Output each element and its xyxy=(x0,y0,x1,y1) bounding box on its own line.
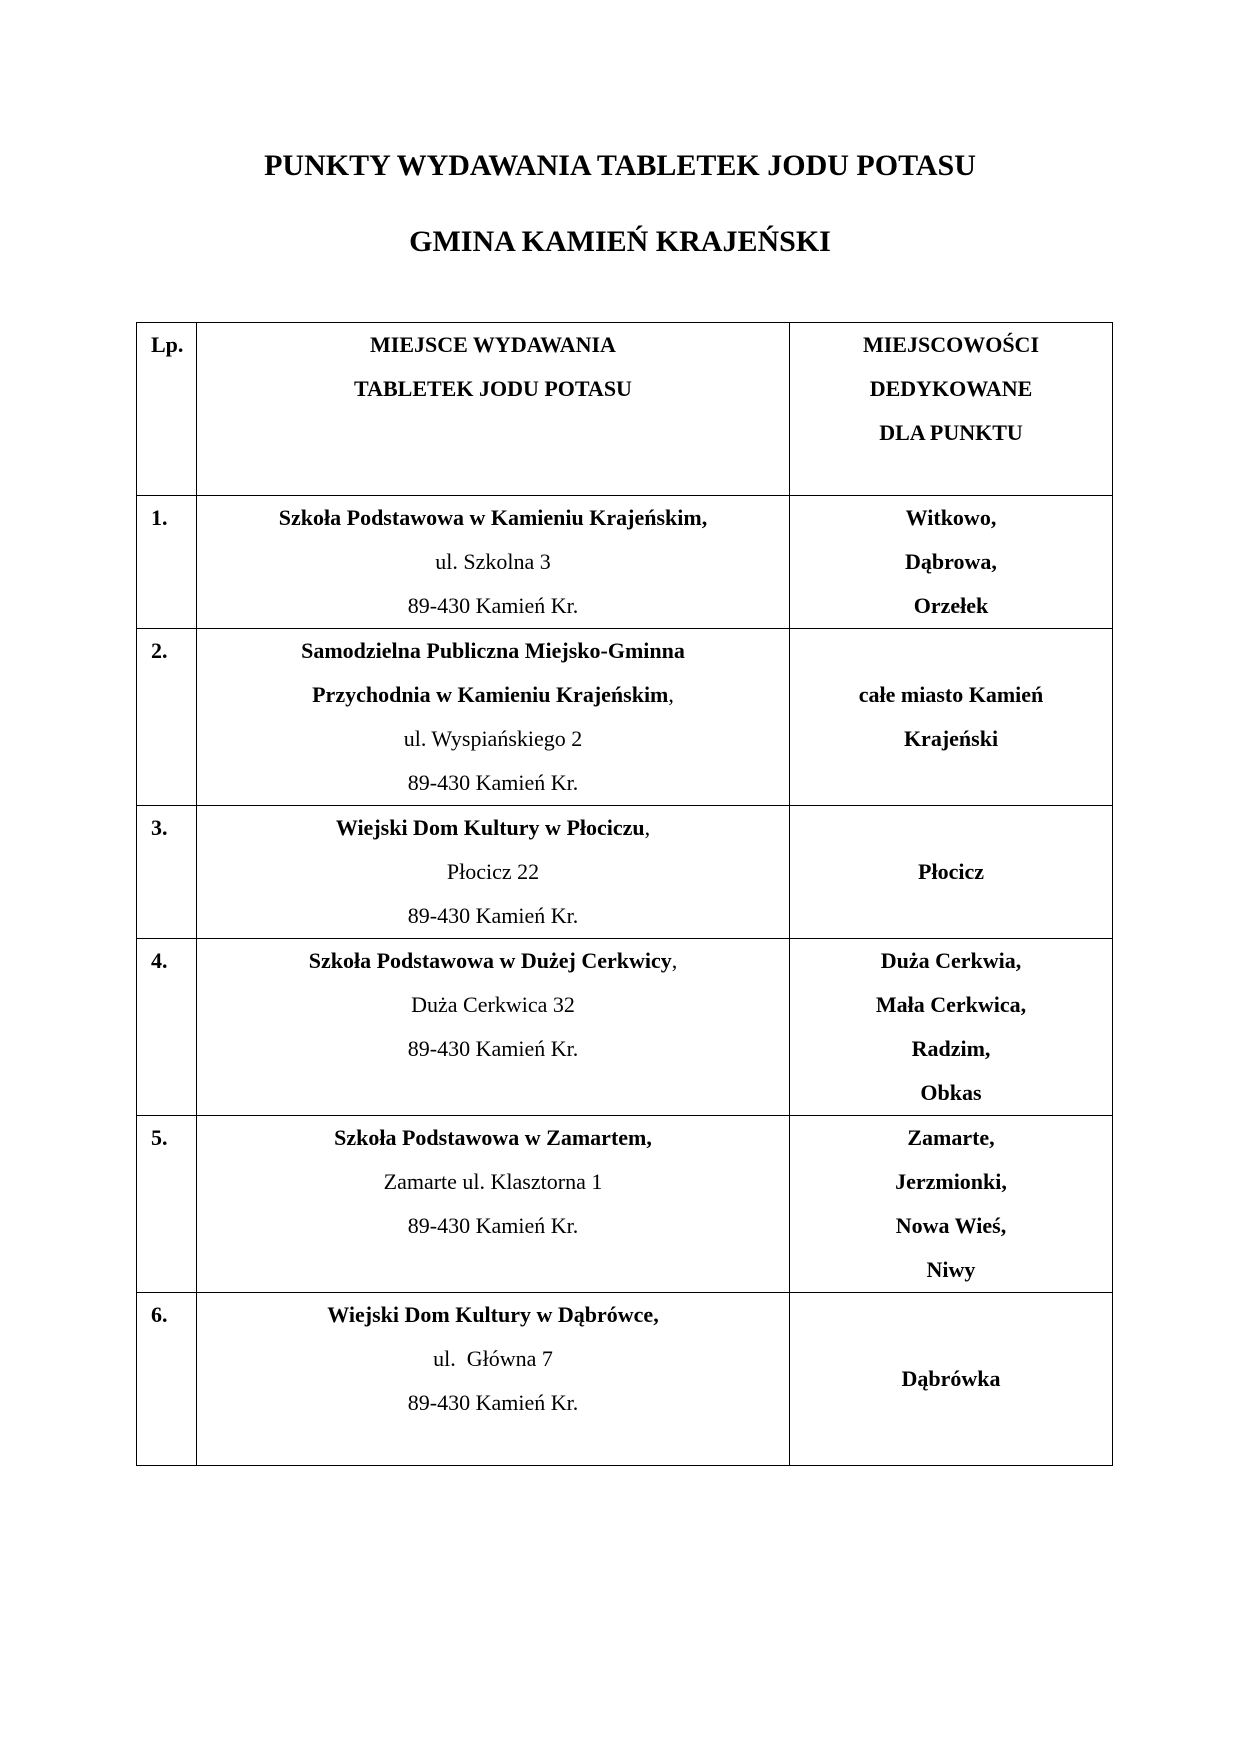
town: Duża Cerkwia, xyxy=(880,948,1022,973)
place-name-comma: , xyxy=(644,815,651,840)
place-address: ul. Główna 7 xyxy=(433,1346,553,1371)
place-postcode: 89-430 Kamień Kr. xyxy=(407,770,579,795)
table-row xyxy=(137,806,1113,939)
table-header-row xyxy=(137,323,1113,496)
document-title: PUNKTY WYDAWANIA TABLETEK JODU POTASU xyxy=(264,149,976,182)
place-name-line xyxy=(197,673,789,717)
place-address: ul. Wyspiańskiego 2 xyxy=(403,726,583,751)
town: Witkowo, xyxy=(905,505,997,530)
row-number: 4. xyxy=(137,939,197,1116)
row-number: 1. xyxy=(137,496,197,629)
header-place-line: TABLETEK JODU POTASU xyxy=(354,376,632,401)
header-towns-line: MIEJSCOWOŚCI xyxy=(862,332,1040,357)
towns-cell xyxy=(790,1293,1113,1466)
towns-cell xyxy=(790,629,1113,806)
table-row xyxy=(137,939,1113,1116)
town: Dąbrówka xyxy=(901,1366,1001,1391)
place-name: Wiejski Dom Kultury w Dąbrówce, xyxy=(327,1302,659,1327)
place-name: Szkoła Podstawowa w Dużej Cerkwicy xyxy=(308,948,672,973)
towns-cell xyxy=(790,496,1113,629)
place-name-comma: , xyxy=(671,948,678,973)
place-name: Przychodnia w Kamieniu Krajeńskim xyxy=(312,682,669,707)
header-place xyxy=(197,323,790,496)
place-address: Płocicz 22 xyxy=(446,859,540,884)
distribution-points-table xyxy=(136,322,1113,1466)
place-name: Szkoła Podstawowa w Zamartem, xyxy=(334,1125,652,1150)
place-postcode: 89-430 Kamień Kr. xyxy=(407,1390,579,1415)
town: Radzim, xyxy=(911,1036,991,1061)
header-towns-line: DEDYKOWANE xyxy=(869,376,1033,401)
place-cell xyxy=(197,1116,790,1293)
town: Dąbrowa, xyxy=(905,549,997,574)
row-number: 3. xyxy=(137,806,197,939)
town: Niwy xyxy=(926,1257,976,1282)
header-towns xyxy=(790,323,1113,496)
row-number: 5. xyxy=(137,1116,197,1293)
town: Obkas xyxy=(920,1080,982,1105)
table-row xyxy=(137,1116,1113,1293)
town: Krajeński xyxy=(903,726,999,751)
table-row xyxy=(137,496,1113,629)
row-number: 2. xyxy=(137,629,197,806)
table-row xyxy=(137,629,1113,806)
header-lp: Lp. xyxy=(137,323,197,496)
place-postcode: 89-430 Kamień Kr. xyxy=(407,903,579,928)
place-cell xyxy=(197,806,790,939)
place-cell xyxy=(197,1293,790,1466)
header-place-line: MIEJSCE WYDAWANIA xyxy=(370,332,616,357)
town: Mała Cerkwica, xyxy=(875,992,1027,1017)
table-row xyxy=(137,1293,1113,1466)
place-postcode: 89-430 Kamień Kr. xyxy=(407,1213,579,1238)
document-subtitle: GMINA KAMIEŃ KRAJEŃSKI xyxy=(409,225,831,258)
town: Zamarte, xyxy=(907,1125,995,1150)
towns-cell xyxy=(790,806,1113,939)
place-address: Zamarte ul. Klasztorna 1 xyxy=(383,1169,603,1194)
town: Jerzmionki, xyxy=(895,1169,1007,1194)
place-address: Duża Cerkwica 32 xyxy=(411,992,575,1017)
place-cell xyxy=(197,629,790,806)
place-name-line xyxy=(197,939,789,983)
towns-cell xyxy=(790,1116,1113,1293)
header-towns-line: DLA PUNKTU xyxy=(879,420,1023,445)
town: Nowa Wieś, xyxy=(895,1213,1007,1238)
place-name: Samodzielna Publiczna Miejsko-Gminna xyxy=(301,638,685,663)
place-name: Wiejski Dom Kultury w Płociczu xyxy=(335,815,645,840)
town: Orzełek xyxy=(913,593,989,618)
town: Płocicz xyxy=(918,859,984,884)
place-cell xyxy=(197,496,790,629)
place-postcode: 89-430 Kamień Kr. xyxy=(407,593,579,618)
place-name-comma: , xyxy=(668,682,674,707)
town: całe miasto Kamień xyxy=(858,682,1044,707)
row-number: 6. xyxy=(137,1293,197,1466)
place-name: Szkoła Podstawowa w Kamieniu Krajeńskim, xyxy=(278,505,708,530)
place-name-line xyxy=(197,806,789,850)
place-address: ul. Szkolna 3 xyxy=(435,549,551,574)
place-postcode: 89-430 Kamień Kr. xyxy=(407,1036,579,1061)
place-cell xyxy=(197,939,790,1116)
towns-cell xyxy=(790,939,1113,1116)
